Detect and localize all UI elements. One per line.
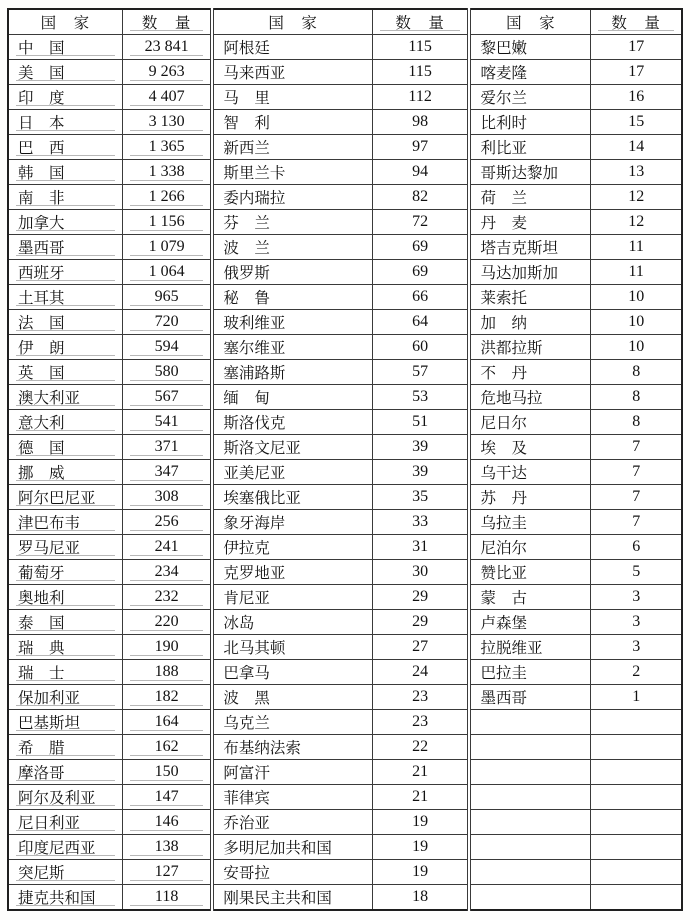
quantity-cell: 241 [122,535,212,560]
country-cell: 尼泊尔 [469,535,590,560]
table-row [8,885,682,911]
quantity-cell: 16 [591,85,682,110]
table-row [8,285,682,310]
quantity-cell: 147 [122,785,212,810]
country-cell: 埃 及 [469,435,590,460]
quantity-cell: 3 [591,610,682,635]
country-cell: 法 国 [8,310,122,335]
country-cell: 巴拿马 [212,660,372,685]
country-cell: 缅 甸 [212,385,372,410]
country-cell: 塞浦路斯 [212,360,372,385]
quantity-cell: 594 [122,335,212,360]
country-cell [469,710,590,735]
quantity-cell: 57 [372,360,469,385]
country-cell: 秘 鲁 [212,285,372,310]
quantity-cell: 10 [591,310,682,335]
country-cell: 阿尔巴尼亚 [8,485,122,510]
quantity-cell: 11 [591,260,682,285]
table-row [8,335,682,360]
quantity-cell: 33 [372,510,469,535]
quantity-cell: 23 841 [122,35,212,60]
table-row [8,135,682,160]
country-cell: 波 兰 [212,235,372,260]
country-cell: 卢森堡 [469,610,590,635]
table-row [8,385,682,410]
country-cell: 美 国 [8,60,122,85]
country-cell: 尼日尔 [469,410,590,435]
quantity-cell: 9 263 [122,60,212,85]
country-cell: 瑞 典 [8,635,122,660]
country-cell: 多明尼加共和国 [212,835,372,860]
country-cell: 哥斯达黎加 [469,160,590,185]
country-cell: 葡萄牙 [8,560,122,585]
quantity-cell: 234 [122,560,212,585]
quantity-cell: 1 156 [122,210,212,235]
country-cell: 德 国 [8,435,122,460]
table-row [8,560,682,585]
quantity-cell: 29 [372,585,469,610]
country-cell: 巴拉圭 [469,660,590,685]
quantity-cell: 8 [591,385,682,410]
country-cell: 斯洛伐克 [212,410,372,435]
country-cell: 冰岛 [212,610,372,635]
quantity-cell: 21 [372,760,469,785]
quantity-cell: 1 338 [122,160,212,185]
quantity-cell [591,885,682,911]
country-cell: 乔治亚 [212,810,372,835]
quantity-cell: 69 [372,260,469,285]
country-cell: 危地马拉 [469,385,590,410]
quantity-cell: 164 [122,710,212,735]
quantity-cell: 51 [372,410,469,435]
country-cell: 日 本 [8,110,122,135]
quantity-cell: 30 [372,560,469,585]
quantity-cell: 7 [591,435,682,460]
quantity-cell: 19 [372,835,469,860]
quantity-cell: 138 [122,835,212,860]
quantity-cell: 39 [372,460,469,485]
quantity-cell: 13 [591,160,682,185]
quantity-cell [591,760,682,785]
table-row [8,760,682,785]
quantity-cell: 66 [372,285,469,310]
country-cell: 刚果民主共和国 [212,885,372,911]
country-cell: 挪 威 [8,460,122,485]
quantity-cell: 17 [591,35,682,60]
table-row [8,610,682,635]
quantity-cell: 23 [372,685,469,710]
quantity-cell: 12 [591,210,682,235]
country-cell: 马达加斯加 [469,260,590,285]
quantity-cell: 53 [372,385,469,410]
quantity-cell: 72 [372,210,469,235]
quantity-cell: 7 [591,485,682,510]
country-cell: 澳大利亚 [8,385,122,410]
country-cell: 菲律宾 [212,785,372,810]
quantity-cell: 1 365 [122,135,212,160]
quantity-cell [591,810,682,835]
table-row [8,835,682,860]
country-cell: 印 度 [8,85,122,110]
table-header [8,9,682,35]
quantity-cell: 94 [372,160,469,185]
country-cell: 摩洛哥 [8,760,122,785]
quantity-cell: 347 [122,460,212,485]
quantity-cell [591,710,682,735]
table-row [8,510,682,535]
country-cell: 土耳其 [8,285,122,310]
country-cell: 尼日利亚 [8,810,122,835]
country-cell: 象牙海岸 [212,510,372,535]
quantity-cell: 5 [591,560,682,585]
table-row [8,235,682,260]
header-row [8,9,682,35]
quantity-cell: 39 [372,435,469,460]
country-cell: 爱尔兰 [469,85,590,110]
quantity-cell: 308 [122,485,212,510]
quantity-cell: 146 [122,810,212,835]
country-cell: 不 丹 [469,360,590,385]
table-row [8,485,682,510]
quantity-cell: 82 [372,185,469,210]
country-cell: 肯尼亚 [212,585,372,610]
country-cell: 塞尔维亚 [212,335,372,360]
country-cell: 巴基斯坦 [8,710,122,735]
country-cell: 墨西哥 [469,685,590,710]
quantity-cell: 188 [122,660,212,685]
quantity-cell [591,835,682,860]
country-cell: 阿根廷 [212,35,372,60]
country-cell [469,785,590,810]
country-cell: 瑞 士 [8,660,122,685]
quantity-cell: 21 [372,785,469,810]
table-row [8,185,682,210]
quantity-cell: 14 [591,135,682,160]
quantity-cell: 1 079 [122,235,212,260]
country-cell: 蒙 古 [469,585,590,610]
country-cell: 芬 兰 [212,210,372,235]
table-row [8,535,682,560]
country-cell: 亚美尼亚 [212,460,372,485]
country-cell: 南 非 [8,185,122,210]
country-cell: 罗马尼亚 [8,535,122,560]
country-cell: 布基纳法索 [212,735,372,760]
quantity-cell: 19 [372,810,469,835]
country-cell: 洪都拉斯 [469,335,590,360]
quantity-cell: 190 [122,635,212,660]
table-row [8,310,682,335]
quantity-cell: 8 [591,410,682,435]
quantity-cell: 7 [591,460,682,485]
country-cell: 丹 麦 [469,210,590,235]
country-cell: 利比亚 [469,135,590,160]
quantity-cell: 115 [372,35,469,60]
quantity-cell: 3 [591,635,682,660]
quantity-cell: 150 [122,760,212,785]
table-row [8,810,682,835]
quantity-cell: 182 [122,685,212,710]
quantity-cell: 22 [372,735,469,760]
quantity-cell: 23 [372,710,469,735]
country-cell: 委内瑞拉 [212,185,372,210]
country-cell: 乌拉圭 [469,510,590,535]
quantity-cell: 127 [122,860,212,885]
quantity-cell: 27 [372,635,469,660]
quantity-cell: 965 [122,285,212,310]
country-cell: 伊拉克 [212,535,372,560]
quantity-cell: 35 [372,485,469,510]
country-cell: 希 腊 [8,735,122,760]
country-cell: 克罗地亚 [212,560,372,585]
quantity-cell [591,735,682,760]
table-row [8,435,682,460]
country-cell [469,835,590,860]
quantity-cell: 11 [591,235,682,260]
table-row [8,110,682,135]
quantity-cell: 12 [591,185,682,210]
quantity-cell: 24 [372,660,469,685]
quantity-cell: 17 [591,60,682,85]
table-row [8,660,682,685]
country-cell: 喀麦隆 [469,60,590,85]
table-row [8,360,682,385]
country-cell: 印度尼西亚 [8,835,122,860]
country-cell: 拉脱维亚 [469,635,590,660]
quantity-cell: 69 [372,235,469,260]
quantity-cell: 371 [122,435,212,460]
country-cell: 马 里 [212,85,372,110]
header-country-3: 国 家 [469,9,590,35]
country-cell: 安哥拉 [212,860,372,885]
country-cell: 捷克共和国 [8,885,122,911]
quantity-cell: 98 [372,110,469,135]
table-row [8,785,682,810]
quantity-cell: 3 [591,585,682,610]
country-cell: 加拿大 [8,210,122,235]
country-cell: 马来西亚 [212,60,372,85]
country-cell: 玻利维亚 [212,310,372,335]
country-cell: 阿尔及利亚 [8,785,122,810]
quantity-cell: 115 [372,60,469,85]
table-row [8,860,682,885]
country-cell: 中 国 [8,35,122,60]
table-row [8,35,682,60]
country-cell [469,885,590,911]
country-cell: 阿富汗 [212,760,372,785]
country-cell: 乌克兰 [212,710,372,735]
header-quantity-1: 数 量 [122,9,212,35]
quantity-cell: 220 [122,610,212,635]
header-quantity-3: 数 量 [591,9,682,35]
quantity-cell: 29 [372,610,469,635]
country-cell: 比利时 [469,110,590,135]
header-country-1: 国 家 [8,9,122,35]
quantity-cell: 64 [372,310,469,335]
table-row [8,60,682,85]
quantity-cell: 567 [122,385,212,410]
country-cell [469,760,590,785]
table-row [8,410,682,435]
country-cell [469,860,590,885]
country-cell: 塔吉克斯坦 [469,235,590,260]
country-cell [469,735,590,760]
quantity-cell: 580 [122,360,212,385]
quantity-cell: 162 [122,735,212,760]
country-cell: 巴 西 [8,135,122,160]
country-cell: 新西兰 [212,135,372,160]
country-cell: 荷 兰 [469,185,590,210]
country-cell [469,810,590,835]
country-cell: 奥地利 [8,585,122,610]
country-cell: 韩 国 [8,160,122,185]
quantity-cell: 60 [372,335,469,360]
quantity-cell: 97 [372,135,469,160]
table-row [8,160,682,185]
country-cell: 黎巴嫩 [469,35,590,60]
country-cell: 斯里兰卡 [212,160,372,185]
quantity-cell: 15 [591,110,682,135]
quantity-cell: 112 [372,85,469,110]
country-cell: 斯洛文尼亚 [212,435,372,460]
country-cell: 乌干达 [469,460,590,485]
country-count-table [7,8,683,911]
country-cell: 西班牙 [8,260,122,285]
quantity-cell: 6 [591,535,682,560]
country-cell: 突尼斯 [8,860,122,885]
quantity-cell: 1 266 [122,185,212,210]
table-row [8,460,682,485]
header-country-2: 国 家 [212,9,372,35]
quantity-cell: 2 [591,660,682,685]
table-row [8,685,682,710]
quantity-cell: 1 [591,685,682,710]
country-cell: 泰 国 [8,610,122,635]
country-cell: 墨西哥 [8,235,122,260]
quantity-cell: 31 [372,535,469,560]
quantity-cell [591,860,682,885]
table-row [8,210,682,235]
country-cell: 莱索托 [469,285,590,310]
header-quantity-2: 数 量 [372,9,469,35]
quantity-cell: 541 [122,410,212,435]
table-row [8,260,682,285]
table-body [8,35,682,911]
table-row [8,735,682,760]
quantity-cell: 118 [122,885,212,911]
quantity-cell: 7 [591,510,682,535]
quantity-cell: 10 [591,285,682,310]
country-cell: 意大利 [8,410,122,435]
quantity-cell: 4 407 [122,85,212,110]
table-row [8,585,682,610]
quantity-cell: 1 064 [122,260,212,285]
country-cell: 保加利亚 [8,685,122,710]
quantity-cell: 256 [122,510,212,535]
country-cell: 埃塞俄比亚 [212,485,372,510]
quantity-cell: 3 130 [122,110,212,135]
quantity-cell: 8 [591,360,682,385]
quantity-cell: 19 [372,860,469,885]
quantity-cell: 10 [591,335,682,360]
table-row [8,635,682,660]
quantity-cell: 720 [122,310,212,335]
quantity-cell: 18 [372,885,469,911]
country-cell: 津巴布韦 [8,510,122,535]
country-cell: 伊 朗 [8,335,122,360]
country-cell: 北马其顿 [212,635,372,660]
table-row [8,85,682,110]
country-cell: 波 黑 [212,685,372,710]
country-cell: 加 纳 [469,310,590,335]
country-cell: 赞比亚 [469,560,590,585]
country-cell: 苏 丹 [469,485,590,510]
table-row [8,710,682,735]
quantity-cell [591,785,682,810]
quantity-cell: 232 [122,585,212,610]
country-cell: 智 利 [212,110,372,135]
country-cell: 俄罗斯 [212,260,372,285]
country-cell: 英 国 [8,360,122,385]
